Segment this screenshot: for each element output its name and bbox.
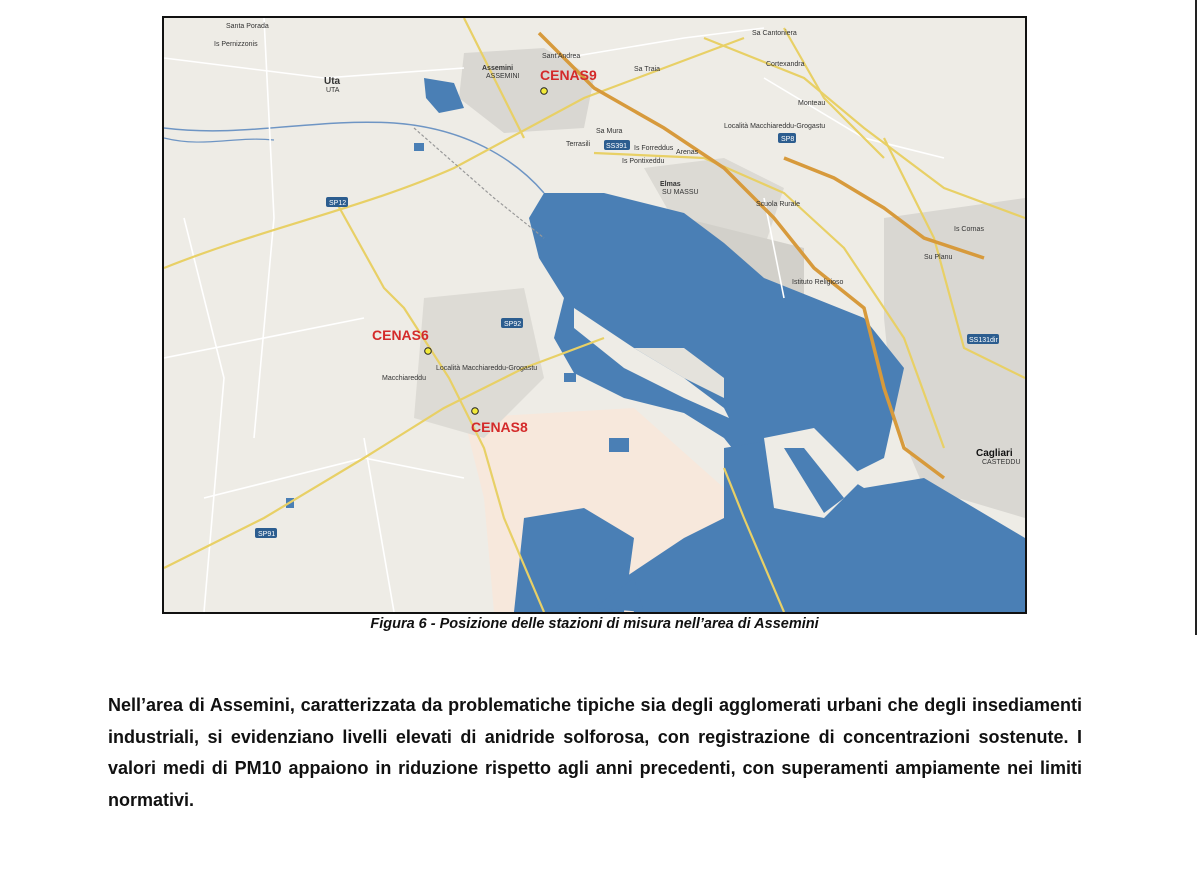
- road-shield-ss391: [604, 140, 630, 150]
- svg-text:SP92: SP92: [504, 321, 522, 328]
- place-label: Sa Cantoniera: [752, 30, 797, 37]
- place-label: Sa Traia: [634, 66, 661, 73]
- place-label: Macchiareddu: [382, 375, 426, 382]
- place-label: Cortexandra: [766, 61, 805, 68]
- place-label: Su Planu: [924, 254, 953, 261]
- place-label: Uta: [324, 76, 341, 87]
- map-figure: [162, 16, 1027, 614]
- svg-text:SP8: SP8: [781, 136, 795, 143]
- road-shield-sp8: [778, 133, 796, 143]
- station-label: CENAS8: [471, 419, 528, 435]
- road-shield-ss131dir: [967, 334, 999, 344]
- place-label: Is Pernizzonis: [214, 41, 258, 48]
- svg-text:SP91: SP91: [258, 531, 276, 538]
- station-marker: [472, 408, 479, 415]
- place-label: UTA: [326, 87, 340, 94]
- road-shield-sp92: [501, 318, 523, 328]
- station-marker: [541, 88, 548, 95]
- place-label: Località Macchiareddu-Grogastu: [724, 123, 826, 130]
- place-label: Monteau: [798, 100, 826, 107]
- svg-text:SS131dir: SS131dir: [969, 337, 998, 344]
- road-shield-sp12: [326, 197, 348, 207]
- place-label: Santa Porada: [226, 23, 269, 30]
- body-paragraph: Nell’area di Assemini, caratterizzata da problematiche tipiche sia degli agglomerati urbani che degli insediamenti industriali, si evidenziano livelli elevati di anidride solforosa, con registrazione di concentrazioni sostenute. I valori medi di PM10 appaiono in riduzione rispetto agli anni precedenti, con superamenti ampiamente nei limiti normativi.: [108, 695, 1082, 810]
- place-label: Cagliari: [976, 448, 1013, 459]
- svg-text:SP12: SP12: [329, 200, 347, 207]
- station-marker: [425, 348, 432, 355]
- svg-text:SS391: SS391: [606, 143, 628, 150]
- place-label: Sa Mura: [596, 128, 623, 135]
- figure-caption: Figura 6 - Posizione delle stazioni di misura nell’area di Assemini: [370, 616, 819, 632]
- place-label: Assemini: [482, 65, 514, 72]
- page-edge-line: [1195, 0, 1197, 635]
- place-label: Sant'Andrea: [542, 53, 581, 60]
- place-label: Istituto Religioso: [792, 279, 844, 286]
- place-label: Scuola Rurale: [756, 201, 800, 208]
- place-label: Is Cornas: [954, 226, 984, 233]
- place-label: Is Pontixeddu: [622, 158, 665, 165]
- place-label: Arenas: [676, 149, 699, 156]
- place-label: Località Macchiareddu-Grogastu: [436, 365, 538, 372]
- place-label: Terrasili: [566, 141, 591, 148]
- place-label: Elmas: [660, 181, 681, 188]
- place-label: SU MASSU: [662, 189, 699, 196]
- place-label: Is Forreddus: [634, 145, 674, 152]
- place-label: ASSEMINI: [486, 73, 520, 80]
- station-label: CENAS6: [372, 327, 429, 343]
- station-label: CENAS9: [540, 67, 597, 83]
- road-shield-sp91: [255, 528, 277, 538]
- place-label: CASTEDDU: [982, 459, 1021, 466]
